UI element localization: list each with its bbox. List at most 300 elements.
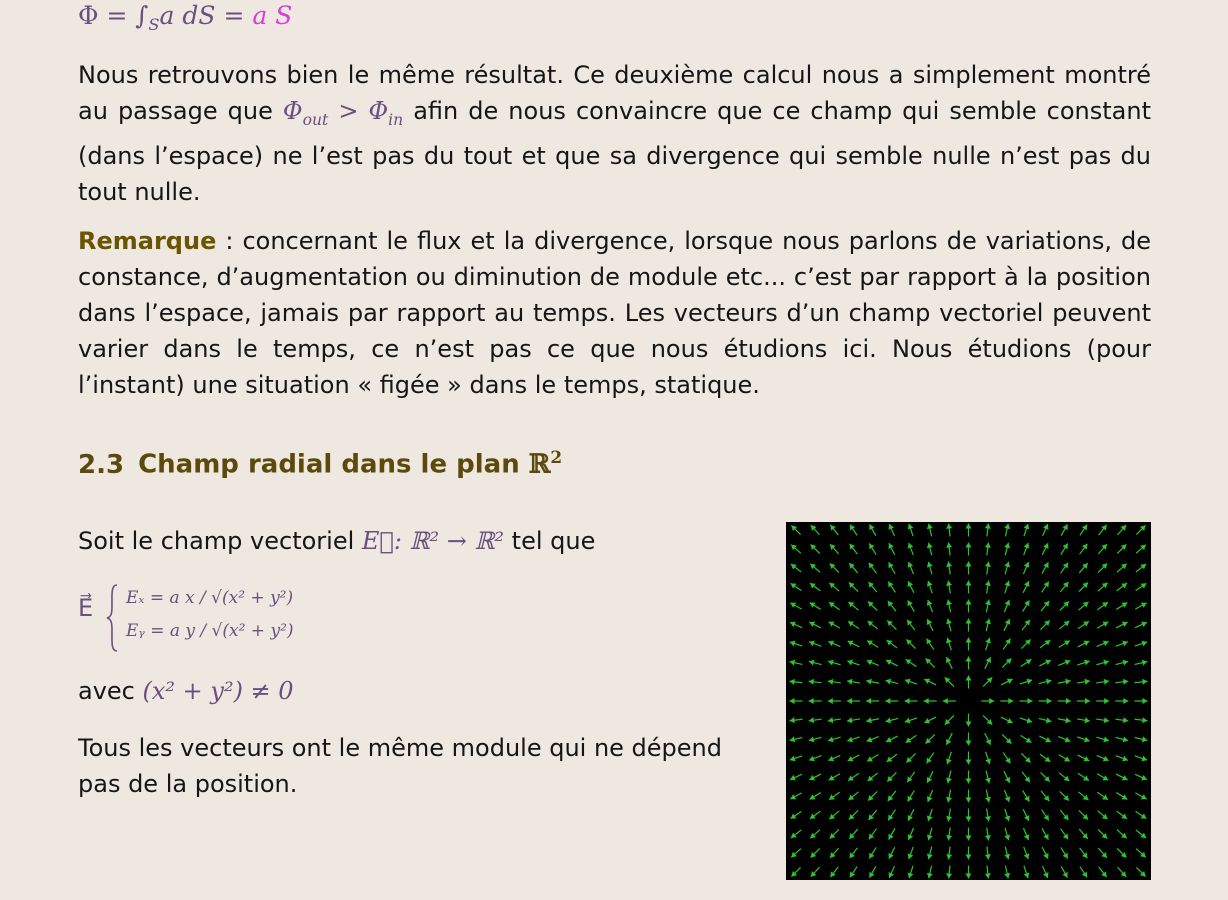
integral-domain: S bbox=[148, 15, 160, 34]
field-arrow bbox=[1041, 791, 1049, 801]
field-arrow bbox=[1039, 660, 1051, 666]
field-arrow bbox=[790, 622, 802, 628]
field-arrow bbox=[888, 562, 895, 573]
field-arrow-head bbox=[989, 698, 994, 704]
field-arrow bbox=[791, 830, 801, 838]
field-arrow-head bbox=[966, 676, 972, 681]
field-arrow bbox=[847, 679, 860, 685]
field-arrow-head bbox=[830, 871, 835, 877]
field-arrow bbox=[1042, 810, 1049, 821]
field-arrow-head bbox=[1025, 776, 1030, 782]
field-arrow-head bbox=[1103, 737, 1109, 743]
condition-math: (x² + y²) ≠ 0 bbox=[142, 677, 294, 705]
field-arrow bbox=[867, 755, 878, 762]
field-arrow bbox=[1077, 660, 1089, 666]
field-arrow-head bbox=[1063, 833, 1068, 839]
vector-E: E⃗ bbox=[361, 527, 394, 555]
field-arrow bbox=[1041, 772, 1050, 781]
field-arrow bbox=[927, 639, 934, 650]
field-arrow bbox=[1061, 847, 1068, 858]
field-arrow bbox=[1077, 679, 1090, 685]
field-arrow bbox=[810, 564, 820, 573]
field-arrow bbox=[1079, 810, 1088, 819]
field-arrow-head bbox=[966, 524, 972, 529]
field-arrow bbox=[927, 790, 933, 802]
field-arrow-head bbox=[966, 581, 972, 586]
field-arrow-head bbox=[966, 657, 972, 662]
field-arrow bbox=[847, 660, 859, 666]
field-arrow-head bbox=[1066, 698, 1071, 704]
field-arrow bbox=[927, 771, 933, 783]
field-arrow bbox=[1096, 679, 1109, 685]
field-arrow bbox=[811, 867, 820, 877]
section-heading bbox=[78, 447, 562, 480]
field-arrow bbox=[1004, 581, 1010, 593]
field-arrow bbox=[791, 811, 802, 818]
field-arrow bbox=[1042, 847, 1048, 859]
field-arrow-head bbox=[1142, 679, 1147, 685]
field-arrow-head bbox=[790, 679, 795, 685]
field-arrow bbox=[966, 600, 972, 613]
field-arrow bbox=[848, 621, 859, 628]
field-arrow bbox=[1040, 754, 1050, 762]
field-arrow bbox=[1077, 717, 1090, 723]
field-arrow bbox=[1061, 829, 1069, 840]
field-arrow bbox=[868, 773, 878, 781]
field-arrow bbox=[869, 829, 877, 840]
field-arrow bbox=[966, 562, 972, 575]
field-arrow bbox=[849, 792, 859, 800]
field-arrow bbox=[966, 676, 972, 689]
field-arrow bbox=[811, 544, 820, 553]
field-arrow-head bbox=[1063, 563, 1068, 569]
field-arrow bbox=[1097, 774, 1108, 781]
field-arrow bbox=[946, 524, 952, 537]
field-arrow bbox=[927, 809, 933, 821]
field-arrow bbox=[849, 563, 857, 573]
field-arrow-head bbox=[1004, 562, 1010, 568]
field-arrow bbox=[888, 601, 896, 611]
field-arrow bbox=[1116, 660, 1129, 666]
field-arrow bbox=[1078, 621, 1089, 628]
field-arrow bbox=[828, 679, 841, 685]
field-arrow bbox=[790, 641, 802, 647]
field-arrow bbox=[1117, 811, 1127, 819]
field-arrow-head bbox=[828, 737, 834, 743]
field-arrow bbox=[1117, 583, 1127, 591]
field-arrow bbox=[966, 790, 972, 803]
field-arrow-head bbox=[847, 717, 852, 723]
field-arrow bbox=[946, 752, 952, 764]
field-arrow bbox=[1042, 828, 1049, 839]
field-arrow bbox=[1097, 641, 1109, 647]
field-arrow bbox=[1022, 772, 1030, 782]
field-arrow bbox=[1135, 717, 1148, 723]
field-arrow bbox=[1079, 563, 1087, 573]
remark-label: Remarque bbox=[78, 227, 217, 255]
field-arrow bbox=[1039, 717, 1052, 723]
field-arrow bbox=[908, 847, 914, 859]
field-arrow bbox=[945, 677, 954, 686]
field-arrow bbox=[906, 639, 915, 648]
field-arrow-head bbox=[985, 581, 991, 586]
field-arrow-head bbox=[1065, 717, 1070, 723]
field-arrow-head bbox=[887, 757, 893, 762]
field-arrow bbox=[927, 828, 933, 840]
field-arrow-head bbox=[946, 600, 952, 605]
field-mapping: : ℝ² → ℝ² bbox=[393, 527, 505, 555]
phi-out-subscript: out bbox=[302, 110, 329, 129]
field-arrow bbox=[905, 718, 917, 724]
field-arrow bbox=[1135, 736, 1148, 742]
field-arrow bbox=[1080, 867, 1087, 878]
field-arrow bbox=[908, 790, 915, 801]
field-arrow bbox=[790, 736, 803, 742]
remark-paragraph bbox=[78, 223, 1151, 403]
left-brace-icon bbox=[106, 584, 118, 652]
flux-integrand: a dS = bbox=[159, 1, 253, 30]
field-arrow-head bbox=[927, 873, 933, 879]
equation-ey: Eᵧ = a y / √(x² + y²) bbox=[126, 621, 294, 641]
field-arrow-head bbox=[790, 736, 796, 742]
field-arrow bbox=[1136, 867, 1145, 876]
field-arrow bbox=[1001, 717, 1013, 723]
field-arrow bbox=[1096, 660, 1108, 666]
field-arrow bbox=[790, 698, 803, 704]
field-arrow-head bbox=[847, 698, 852, 704]
field-arrow-head bbox=[1004, 854, 1010, 860]
field-arrow bbox=[906, 735, 917, 742]
field-arrow bbox=[1096, 737, 1108, 743]
field-arrow-head bbox=[1142, 717, 1147, 723]
field-arrow-head bbox=[1004, 835, 1010, 841]
field-arrow bbox=[985, 752, 991, 764]
field-arrow bbox=[1059, 773, 1069, 781]
field-arrow bbox=[927, 581, 933, 593]
field-arrow bbox=[985, 524, 991, 537]
field-arrow-head bbox=[809, 736, 815, 742]
field-arrow-head bbox=[1046, 679, 1052, 685]
field-arrow bbox=[1116, 603, 1127, 610]
field-arrow-head bbox=[927, 562, 933, 568]
field-arrow bbox=[1116, 641, 1128, 647]
field-arrow-head bbox=[927, 854, 933, 860]
field-arrow-head bbox=[1121, 583, 1127, 588]
field-arrow bbox=[966, 543, 972, 556]
field-arrow bbox=[966, 524, 972, 537]
field-arrow bbox=[946, 733, 952, 745]
field-arrow-head bbox=[1140, 564, 1146, 569]
field-arrow bbox=[1004, 543, 1010, 556]
field-arrow bbox=[849, 810, 858, 819]
field-arrow-head bbox=[810, 814, 816, 819]
field-arrow bbox=[867, 737, 879, 743]
field-arrow bbox=[906, 659, 917, 666]
field-arrow bbox=[847, 737, 859, 743]
field-arrow bbox=[1002, 658, 1011, 667]
field-arrow-head bbox=[966, 779, 972, 784]
field-arrow-head bbox=[966, 722, 972, 727]
field-arrow bbox=[1023, 600, 1030, 611]
field-arrow bbox=[1004, 809, 1010, 821]
field-arrow bbox=[1080, 544, 1088, 554]
field-arrow bbox=[1058, 717, 1071, 723]
field-arrow bbox=[1041, 620, 1050, 629]
field-arrow bbox=[943, 698, 956, 704]
field-arrow bbox=[1003, 753, 1010, 764]
field-arrow-head bbox=[927, 524, 933, 530]
field-arrow bbox=[985, 562, 991, 575]
field-arrow bbox=[866, 698, 879, 704]
field-arrow bbox=[985, 619, 991, 632]
field-arrow bbox=[908, 600, 915, 611]
field-arrow bbox=[888, 791, 896, 801]
field-arrow bbox=[1043, 866, 1049, 878]
field-arrow-head bbox=[905, 698, 910, 704]
field-arrow bbox=[1004, 847, 1010, 860]
field-arrow bbox=[1024, 524, 1030, 536]
field-arrow-head bbox=[790, 717, 795, 723]
field-arrow-head bbox=[907, 776, 912, 782]
field-arrow bbox=[1098, 829, 1107, 838]
field-arrow-head bbox=[1121, 814, 1127, 819]
field-arrow-head bbox=[966, 543, 972, 548]
field-arrow bbox=[829, 792, 840, 800]
field-arrow bbox=[1003, 639, 1010, 650]
field-arrow bbox=[810, 830, 820, 839]
field-arrow bbox=[791, 867, 800, 876]
radial-vector-field-plot bbox=[786, 522, 1151, 880]
field-arrow bbox=[1021, 753, 1030, 762]
field-arrow-head bbox=[869, 563, 874, 569]
field-arrow bbox=[1117, 564, 1127, 573]
field-arrow-head bbox=[790, 660, 796, 666]
field-arrow bbox=[981, 698, 994, 704]
field-arrow-head bbox=[966, 600, 972, 605]
field-arrow bbox=[886, 679, 899, 685]
field-arrow bbox=[1042, 543, 1048, 555]
field-arrow-head bbox=[1046, 717, 1052, 723]
field-arrow bbox=[1097, 792, 1108, 800]
field-arrow bbox=[867, 660, 879, 666]
field-arrow bbox=[1098, 563, 1107, 572]
flux-formula bbox=[78, 0, 292, 41]
field-arrow-head bbox=[966, 798, 972, 803]
field-arrow-head bbox=[1101, 871, 1106, 877]
field-arrow bbox=[810, 793, 821, 800]
field-arrow bbox=[791, 583, 802, 590]
field-arrow bbox=[966, 866, 972, 879]
field-arrow bbox=[1136, 849, 1146, 858]
condition-text: avec bbox=[78, 677, 143, 705]
field-arrow bbox=[886, 736, 898, 742]
field-arrow bbox=[1079, 602, 1089, 610]
section-number: 2.3 bbox=[78, 449, 125, 480]
field-arrow bbox=[791, 545, 801, 554]
field-arrow bbox=[869, 582, 877, 592]
field-arrow bbox=[1135, 603, 1146, 610]
field-arrow bbox=[1040, 640, 1050, 648]
field-arrow bbox=[946, 771, 952, 784]
field-arrow bbox=[809, 756, 821, 762]
field-arrow-head bbox=[966, 817, 972, 822]
field-arrow-head bbox=[829, 602, 835, 607]
field-arrow-head bbox=[985, 778, 991, 784]
field-arrow-head bbox=[886, 679, 892, 685]
field-arrow bbox=[1135, 622, 1147, 628]
field-arrow bbox=[1078, 641, 1090, 647]
field-arrow bbox=[1096, 717, 1109, 723]
field-arrow bbox=[1061, 563, 1069, 574]
field-arrow bbox=[830, 544, 839, 554]
field-arrow bbox=[1001, 679, 1013, 685]
field-arrow bbox=[830, 525, 838, 535]
field-arrow bbox=[1023, 828, 1029, 840]
field-arrow bbox=[868, 621, 878, 629]
field-arrow bbox=[790, 774, 802, 780]
field-arrow bbox=[849, 829, 857, 839]
field-arrow bbox=[828, 641, 840, 647]
field-arrow-head bbox=[1123, 679, 1128, 685]
field-arrow bbox=[848, 755, 860, 761]
field-arrow-head bbox=[966, 562, 972, 567]
field-arrow bbox=[847, 698, 860, 704]
field-arrow bbox=[1097, 622, 1108, 629]
field-arrow-head bbox=[946, 543, 952, 548]
field-arrow bbox=[1060, 810, 1068, 820]
field-arrow bbox=[791, 564, 801, 572]
field-arrow-head bbox=[985, 543, 991, 548]
field-arrow bbox=[1061, 524, 1068, 535]
field-arrow-head bbox=[866, 679, 871, 685]
field-arrow-head bbox=[1123, 736, 1129, 742]
field-arrow bbox=[908, 543, 914, 555]
field-arrow bbox=[924, 679, 936, 685]
field-arrow bbox=[1024, 847, 1030, 859]
field-arrow bbox=[1077, 737, 1089, 743]
field-arrow bbox=[1117, 848, 1126, 857]
field-arrow bbox=[828, 660, 840, 666]
field-arrow bbox=[908, 866, 914, 878]
field-arrow-head bbox=[946, 797, 952, 802]
field-arrow-head bbox=[1047, 698, 1052, 704]
field-arrow bbox=[1024, 866, 1030, 878]
field-arrow bbox=[850, 848, 858, 858]
field-arrow bbox=[1023, 809, 1029, 821]
field-arrow bbox=[1023, 562, 1029, 574]
field-arrow bbox=[966, 847, 972, 860]
field-arrow bbox=[1042, 562, 1049, 573]
field-arrow bbox=[790, 793, 801, 800]
remark-text: : concernant le flux et la divergence, lorsque nous parlons de variations, de constance, d’augmentation ou diminution de module etc... c’est par rapport à la position dans l’espace, jamais par rapport au temps. Les vecteurs d’un champ vectoriel peuvent varier dans le temps, ce n’est pas ce que nous étudions ici. Nous étudions (pour l’instant) une situation « figée » dans le temps, statique. bbox=[78, 227, 1151, 399]
field-arrow-head bbox=[887, 640, 893, 645]
field-arrow bbox=[966, 581, 972, 594]
field-arrow bbox=[829, 811, 839, 819]
field-arrow bbox=[983, 677, 992, 686]
field-arrow bbox=[906, 753, 915, 762]
field-arrow bbox=[1022, 620, 1030, 630]
field-arrow bbox=[1020, 718, 1032, 724]
field-arrow-head bbox=[985, 797, 991, 802]
field-arrow bbox=[830, 848, 839, 858]
field-arrow bbox=[1117, 830, 1127, 839]
field-arrow bbox=[1077, 698, 1090, 704]
field-arrow bbox=[985, 866, 991, 879]
field-arrow-head bbox=[946, 873, 952, 878]
field-arrow bbox=[1080, 848, 1088, 858]
field-arrow bbox=[908, 809, 914, 821]
field-arrow bbox=[985, 809, 991, 822]
field-arrow bbox=[1118, 525, 1127, 535]
field-arrow bbox=[1023, 790, 1030, 801]
field-arrow bbox=[1135, 793, 1146, 800]
field-arrow bbox=[809, 774, 821, 780]
field-arrow bbox=[927, 524, 933, 537]
field-arrow bbox=[1098, 544, 1107, 554]
field-arrow bbox=[1079, 792, 1089, 800]
system-label: E⃗ bbox=[78, 594, 94, 622]
field-arrow bbox=[809, 622, 821, 628]
field-arrow bbox=[869, 543, 876, 554]
field-arrow-head bbox=[966, 619, 972, 624]
field-arrow-head bbox=[1123, 660, 1129, 666]
field-arrow bbox=[888, 866, 894, 878]
field-definition-text-b: tel que bbox=[504, 527, 596, 555]
field-arrow bbox=[830, 829, 839, 838]
field-arrow bbox=[1116, 756, 1128, 762]
field-arrow bbox=[888, 582, 895, 593]
field-arrow-head bbox=[1028, 698, 1033, 704]
field-arrow bbox=[1135, 679, 1148, 685]
field-arrow-head bbox=[927, 543, 933, 549]
field-arrow bbox=[927, 543, 933, 556]
field-arrow bbox=[966, 714, 972, 727]
field-arrow bbox=[966, 657, 972, 670]
field-arrow bbox=[1078, 755, 1090, 761]
field-arrow bbox=[907, 772, 915, 782]
field-arrow-head bbox=[1084, 717, 1089, 723]
flux-result: a S bbox=[252, 1, 293, 30]
field-arrow bbox=[830, 867, 838, 877]
field-arrow-head bbox=[985, 619, 991, 625]
field-arrow bbox=[1096, 698, 1109, 704]
field-arrow bbox=[926, 658, 935, 667]
field-arrow bbox=[1004, 524, 1010, 537]
field-arrow-head bbox=[790, 698, 795, 704]
field-arrow bbox=[866, 679, 879, 685]
field-arrow-head bbox=[1102, 602, 1108, 607]
field-arrow bbox=[1004, 619, 1010, 631]
field-arrow bbox=[1000, 698, 1013, 704]
field-arrow bbox=[888, 810, 895, 821]
field-arrow-head bbox=[791, 564, 797, 569]
field-arrow bbox=[867, 641, 878, 648]
field-arrow bbox=[885, 698, 898, 704]
phi-in: > Φ bbox=[328, 97, 389, 125]
field-arrow bbox=[1135, 660, 1148, 666]
field-arrow bbox=[829, 622, 840, 629]
equation-ex: Eₓ = a x / √(x² + y²) bbox=[126, 588, 294, 608]
field-arrow bbox=[924, 717, 936, 723]
field-arrow bbox=[966, 828, 972, 841]
field-arrow bbox=[869, 847, 876, 858]
field-arrow bbox=[809, 679, 822, 685]
field-arrow bbox=[946, 828, 952, 841]
field-arrow bbox=[828, 737, 840, 743]
field-arrow bbox=[1058, 737, 1070, 743]
field-arrow-head bbox=[1102, 794, 1108, 799]
field-arrow-head bbox=[1123, 698, 1128, 704]
